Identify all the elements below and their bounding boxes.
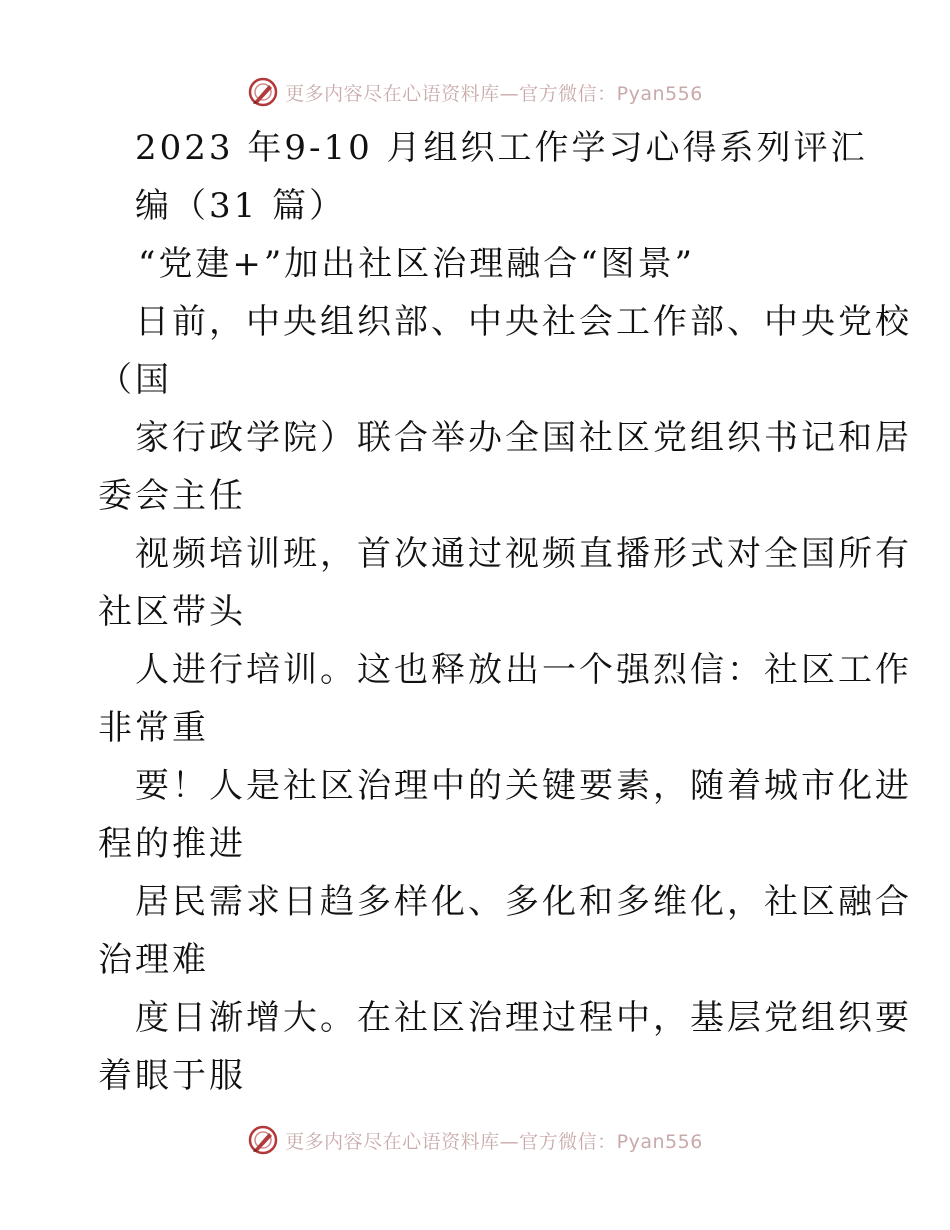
doc-title-line-2: 编（31 篇） xyxy=(135,186,347,226)
paragraph-line: 社区带头 xyxy=(98,592,246,632)
paragraph-line: 委会主任 xyxy=(98,476,246,516)
paragraph-line: 人进行培训。这也释放出一个强烈信：社区工作 xyxy=(135,650,912,690)
paragraph-line: 治理难 xyxy=(98,940,209,980)
watermark-text: 更多内容尽在心语资料库—官方微信：Pyan556 xyxy=(285,1130,703,1153)
paragraph-line: 居民需求日趋多样化、多化和多维化，社区融合 xyxy=(135,882,912,922)
paragraph-line: （国 xyxy=(98,360,172,400)
footer-watermark xyxy=(0,1120,950,1160)
watermark-text: 更多内容尽在心语资料库—官方微信：Pyan556 xyxy=(285,82,703,105)
doc-title-line-1: 2023 年9-10 月组织工作学习心得系列评汇 xyxy=(135,128,868,168)
paragraph-line: 着眼于服 xyxy=(98,1056,246,1096)
paragraph-line: 日前，中央组织部、中央社会工作部、中央党校 xyxy=(135,302,912,342)
paragraph-line: 程的推进 xyxy=(98,824,246,864)
paragraph-line: 非常重 xyxy=(98,708,209,748)
paragraph-line: 要！人是社区治理中的关键要素，随着城市化进 xyxy=(135,766,912,806)
pen-logo-icon xyxy=(247,1124,279,1156)
article-heading: “党建+”加出社区治理融合“图景” xyxy=(138,244,696,284)
paragraph-line: 度日渐增大。在社区治理过程中，基层党组织要 xyxy=(135,998,912,1038)
paragraph-line: 家行政学院）联合举办全国社区党组织书记和居 xyxy=(135,418,912,458)
header-watermark xyxy=(0,72,950,112)
paragraph-line: 视频培训班，首次通过视频直播形式对全国所有 xyxy=(135,534,912,574)
pen-logo-icon xyxy=(247,76,279,108)
